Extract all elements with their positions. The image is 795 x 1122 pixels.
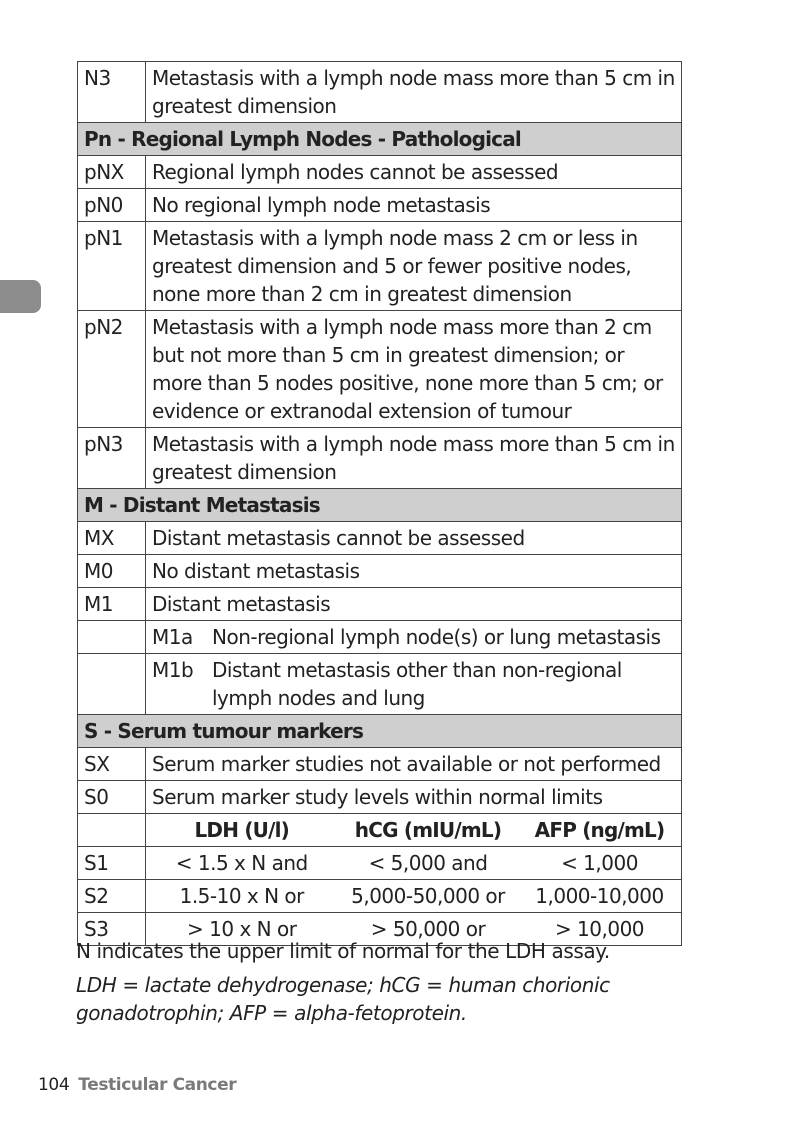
stage-description: Distant metastasis cannot be assessed [146,522,682,555]
stage-code: M0 [78,555,146,588]
stage-description: Distant metastasis [146,588,682,621]
substage-cell [146,654,682,715]
footer-title: Testicular Cancer [78,1075,237,1095]
stage-description: Metastasis with a lymph node mass more than 5 cm in greatest dimension [146,62,682,123]
section-title-pn: Pn - Regional Lymph Nodes - Pathological [78,123,682,156]
empty-cell [78,814,145,847]
table-row [78,222,682,311]
marker-header-row [78,814,681,847]
marker-value: > 50,000 or [338,913,518,946]
marker-value: 1,000-10,000 [518,880,681,913]
section-title-m: M - Distant Metastasis [78,489,682,522]
stage-description: Metastasis with a lymph node mass more than 5 cm in greatest dimension [146,428,682,489]
abbreviations-note: LDH = lactate dehydrogenase; hCG = human chorionic gonadotrophin; AFP = alpha-fetoprotein. [76,973,610,1025]
stage-description: Serum marker study levels within normal limits [146,781,682,814]
table-row [78,311,682,428]
substage-row [152,623,675,651]
table-row [78,781,682,814]
marker-value: < 5,000 and [338,847,518,880]
stage-code: pNX [78,156,146,189]
stage-code: pN2 [78,311,146,428]
stage-code: S0 [78,781,146,814]
marker-row [78,880,681,913]
table-row [78,522,682,555]
stage-description: Metastasis with a lymph node mass 2 cm or less in greatest dimension and 5 or fewer positive nodes, none more than 2 cm in greatest dimension [146,222,682,311]
table-row [78,654,682,715]
marker-value: 1.5-10 x N or [145,880,338,913]
page-number: 104 [38,1075,70,1095]
stage-code: pN3 [78,428,146,489]
marker-value: < 1.5 x N and [145,847,338,880]
stage-description: No distant metastasis [146,555,682,588]
substage-code: M1b [152,658,194,682]
marker-row [78,847,681,880]
stage-code: S2 [78,880,145,913]
table-row [78,588,682,621]
table-row [78,156,682,189]
section-header-row [78,489,682,522]
substage-code: M1a [152,625,193,649]
marker-header-ldh: LDH (U/l) [194,818,290,842]
stage-description: No regional lymph node metastasis [146,189,682,222]
substage-description: Non-regional lymph node(s) or lung metastasis [212,625,661,649]
table-row [78,555,682,588]
marker-header-afp: AFP (ng/mL) [534,818,665,842]
marker-header-hcg: hCG (mIU/mL) [354,818,502,842]
section-header-row [78,123,682,156]
substage-table [152,623,675,651]
substage-description: Distant metastasis other than non-regional lymph nodes and lung [212,658,622,710]
empty-cell [78,621,146,654]
stage-code: S1 [78,847,145,880]
substage-table [152,656,675,712]
section-side-tab [0,280,41,313]
table-row [78,62,682,123]
stage-code: pN0 [78,189,146,222]
stage-code: N3 [78,62,146,123]
ldh-note: N indicates the upper limit of normal for the LDH assay. [76,939,610,963]
page-footer [38,1074,236,1096]
substage-row [152,656,675,712]
marker-value: 5,000-50,000 or [338,880,518,913]
stage-description: Serum marker studies not available or not performed [146,748,682,781]
table-row [78,189,682,222]
stage-code: SX [78,748,146,781]
stage-code: MX [78,522,146,555]
staging-table [77,61,682,946]
serum-markers-table [78,814,681,945]
table-row [78,748,682,781]
stage-description: Regional lymph nodes cannot be assessed [146,156,682,189]
stage-code: pN1 [78,222,146,311]
empty-cell [78,654,146,715]
marker-value: < 1,000 [518,847,681,880]
table-row [78,428,682,489]
section-header-row [78,715,682,748]
serum-markers-cell [78,814,682,946]
substage-cell [146,621,682,654]
marker-value: > 10 x N or [145,913,338,946]
table-row [78,621,682,654]
stage-code: M1 [78,588,146,621]
marker-value: > 10,000 [518,913,681,946]
table-row [78,814,682,946]
stage-description: Metastasis with a lymph node mass more than 2 cm but not more than 5 cm in greatest dimension; or more than 5 nodes positive, none more than 5 cm; or evidence or extranodal extension of tumour [146,311,682,428]
section-title-s: S - Serum tumour markers [78,715,682,748]
stage-code: S3 [78,913,145,946]
